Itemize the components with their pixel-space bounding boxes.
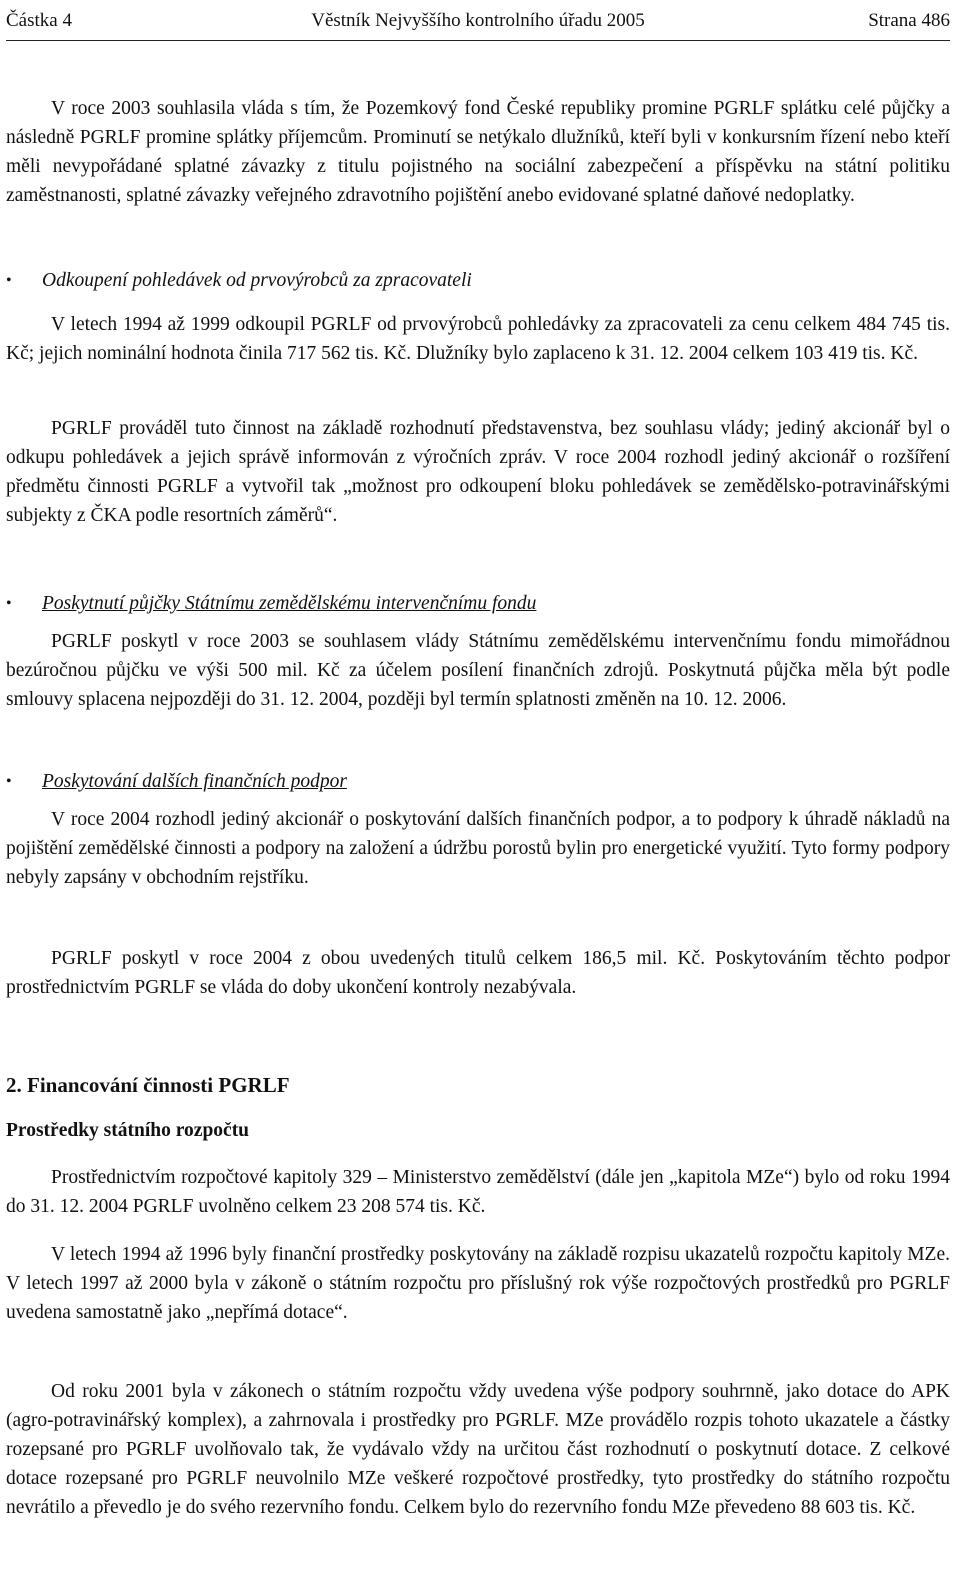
header-issue: Částka 4 bbox=[6, 10, 72, 31]
bullet-title: Poskytování dalších finančních podpor bbox=[42, 771, 347, 792]
paragraph-supports-total: PGRLF poskytl v roce 2004 z obou uvedených titulů celkem 186,5 mil. Kč. Poskytováním těchto podpor prostřednictvím PGRLF se vláda do doby ukončení kontroly nezabývala. bbox=[6, 948, 950, 998]
header-publication-title: Věstník Nejvyššího kontrolního úřadu 2005 bbox=[311, 10, 645, 31]
paragraph-receivables-decision: PGRLF prováděl tuto činnost na základě rozhodnutí představenstva, bez souhlasu vlády; jediný akcionář byl o odkupu pohledávek a jejich správě informován z výročních zpráv. V roce 2004 rozhodl jediný akcionář o rozšíření předmětu činnosti PGRLF a vytvořil tak „možnost pro odkoupení bloku pohledávek se zemědělsko-potravinářskými subjekty z ČKA podle resortních záměrů“. bbox=[6, 418, 950, 526]
header-page-number: Strana 486 bbox=[868, 10, 950, 31]
section-subheading: Prostředky státního rozpočtu bbox=[6, 1120, 250, 1141]
paragraph-budget-2001: Od roku 2001 byla v zákonech o státním rozpočtu vždy uvedena výše podpory souhrnně, jako dotace do APK (agro-potravinářský komplex), a zahrnovala i prostředky pro PGRLF. MZe provádělo rozpis tohoto ukazatele a částky rozepsané pro PGRLF uvolňovalo tak, že vydávalo vždy na určitou část rozhodnutí o poskytnutí dotace. Z celkové dotace rozepsané pro PGRLF neuvolnilo MZe veškeré rozpočtové prostředky, tyto prostředky do státního rozpočtu nevrátilo a převedlo je do svého rezervního fondu. Celkem bylo do rezervního fondu MZe převedeno 88 603 tis. Kč. bbox=[6, 1381, 950, 1518]
bullet-marker: • bbox=[6, 773, 12, 790]
section-heading: 2. Financování činnosti PGRLF bbox=[6, 1073, 290, 1097]
paragraph-supports: V roce 2004 rozhodl jediný akcionář o poskytování dalších finančních podpor, a to podpory k úhradě nákladů na pojištění zemědělské činnosti a podpory na založení a údržbu porostů bylin pro energetické využití. Tyto formy podpory nebyly zapsány v obchodním rejstříku. bbox=[6, 809, 950, 888]
paragraph-loan: PGRLF poskytl v roce 2003 se souhlasem vlády Státnímu zemědělskému intervenčnímu fondu mimořádnou bezúročnou půjčku ve výši 500 mil. Kč za účelem posílení finančních zdrojů. Poskytnutá půjčka měla být podle smlouvy splacena nejpozději do 31. 12. 2004, později byl termín splatnosti změněn na 10. 12. 2006. bbox=[6, 631, 950, 710]
bullet-title: Poskytnutí půjčky Státnímu zemědělskému intervenčnímu fondu bbox=[42, 593, 537, 614]
paragraph-budget-years: V letech 1994 až 1996 byly finanční prostředky poskytovány na základě rozpisu ukazatelů rozpočtu kapitoly MZe. V letech 1997 až 2000 byla v zákoně o státním rozpočtu pro příslušný rok výše rozpočtových prostředků pro PGRLF uvedena samostatně jako „nepřímá dotace“. bbox=[6, 1244, 950, 1323]
bullet-marker: • bbox=[6, 595, 12, 612]
page-header bbox=[6, 6, 950, 41]
bullet-title: Odkoupení pohledávek od prvovýrobců za zpracovateli bbox=[42, 270, 472, 291]
paragraph-debt-waiver: V roce 2003 souhlasila vláda s tím, že Pozemkový fond České republiky promine PGRLF splátku celé půjčky a následně PGRLF promine splátky příjemcům. Prominutí se netýkalo dlužníků, kteří byli v konkursním řízení nebo kteří měli nevypořádané splatné závazky z titulu pojistného na sociální zabezpečení a příspěvku na státní politiku zaměstnanosti, splatné závazky veřejného zdravotního pojištění anebo evidované splatné daňové nedoplatky. bbox=[6, 98, 950, 206]
bullet-marker: • bbox=[6, 272, 12, 289]
paragraph-budget-chapter: Prostřednictvím rozpočtové kapitoly 329 – Ministerstvo zemědělství (dále jen „kapitola MZe“) bylo od roku 1994 do 31. 12. 2004 PGRLF uvolněno celkem 23 208 574 tis. Kč. bbox=[6, 1167, 950, 1217]
paragraph-receivables-purchase: V letech 1994 až 1999 odkoupil PGRLF od prvovýrobců pohledávky za zpracovateli za cenu celkem 484 745 tis. Kč; jejich nominální hodnota činila 717 562 tis. Kč. Dlužníky bylo zaplaceno k 31. 12. 2004 celkem 103 419 tis. Kč. bbox=[6, 314, 950, 364]
